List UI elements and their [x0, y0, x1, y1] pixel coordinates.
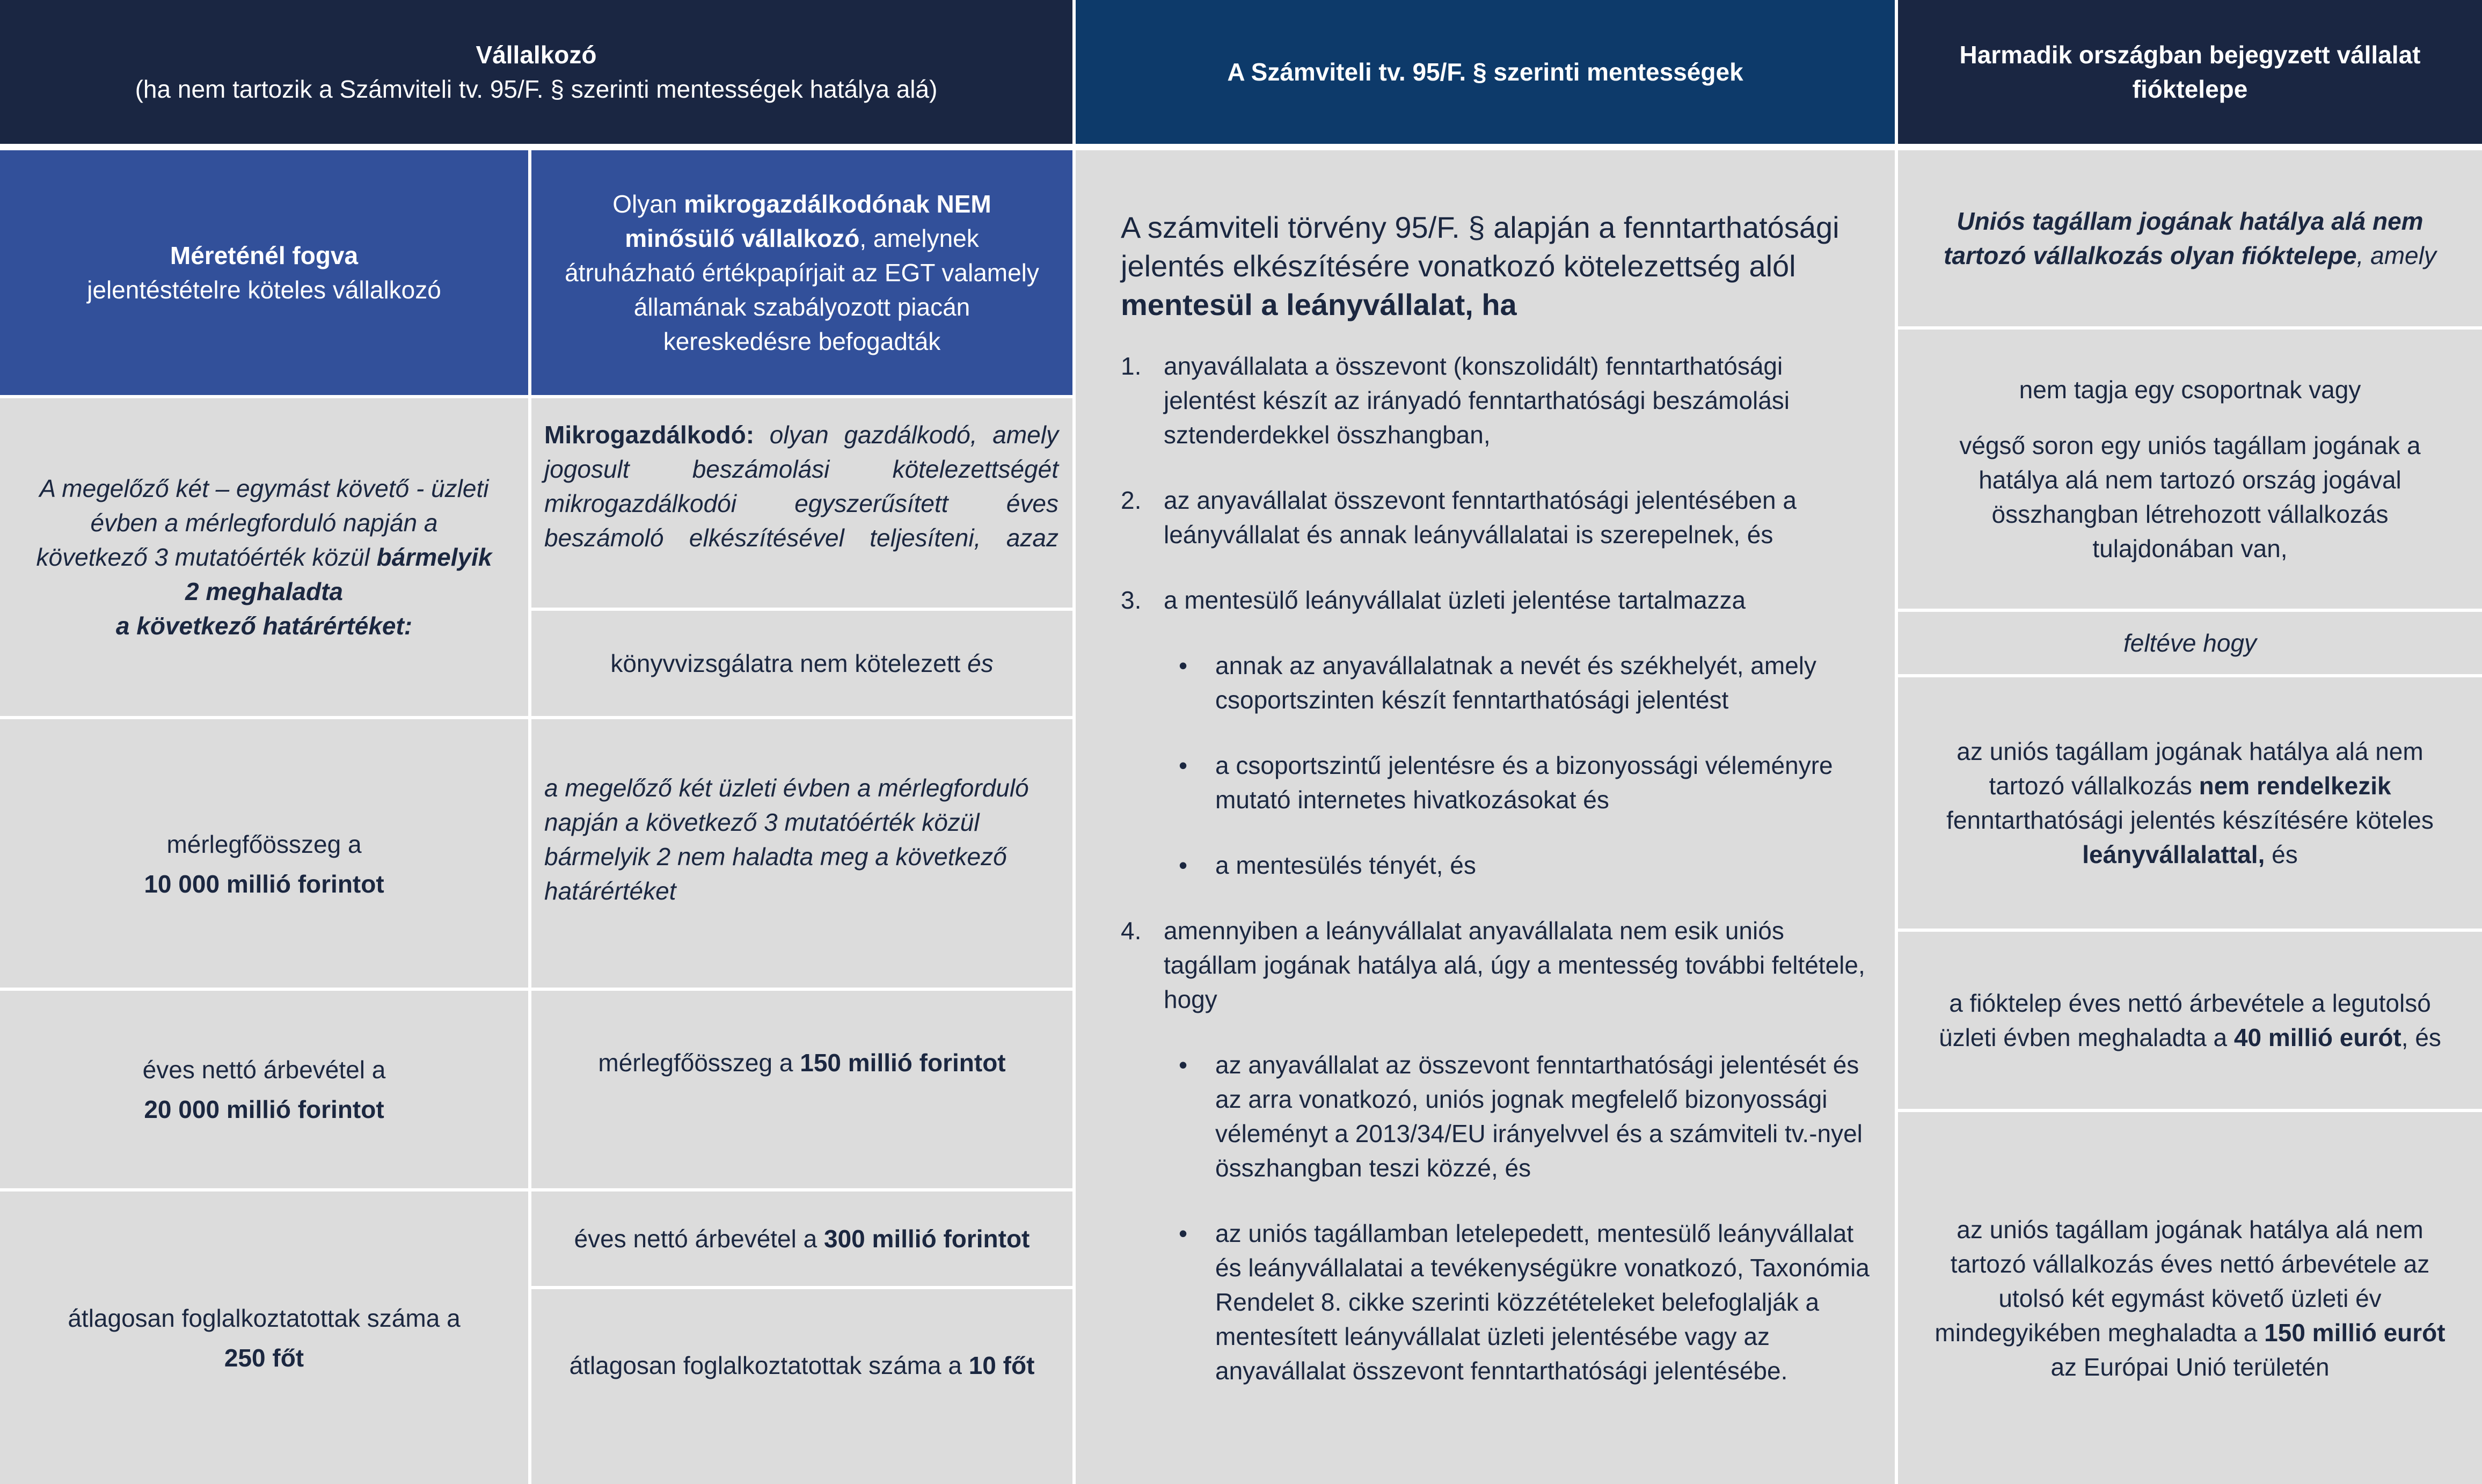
size-employees-value: 250 főt [224, 1343, 304, 1372]
branch-intro-bold: Uniós tagállam jogának hatálya alá nem tartozó vállalkozás olyan fióktelepe [1944, 207, 2423, 269]
exemption-item-1-text: anyavállalata a összevont (konszolidált) fenntarthatósági jelentést készít az irányadó fenntarthatósági beszámolási sztenderdekkel összhangban, [1164, 352, 1790, 449]
exemption-item-3-bullet-3 [1121, 848, 1879, 882]
exemption-item-3-bullet-1-text: annak az anyavállalatnak a nevét és székhelyét, amely csoportszinten készít fenntarthatósági jelentést [1215, 652, 1816, 714]
micro-audit-label: könyvvizsgálatra nem kötelezett [610, 649, 961, 677]
branch-no-sub-b2: leányvállalattal, [2082, 840, 2265, 868]
micro-employees-label: átlagosan foglalkoztatottak száma a [569, 1351, 962, 1379]
exemption-item-2-text: az anyavállalat összevont fenntarthatósági jelentésében a leányvállalat és annak leányvállalatai is szerepelnek, és [1164, 486, 1797, 549]
branch-not-member: nem tagja egy csoportnak vagy [2019, 376, 2361, 404]
header-branch-title: Harmadik országban bejegyzett vállalat fióktelepe [1959, 41, 2421, 103]
bullet-glyph: • [1179, 751, 1188, 779]
micro-employees-value: 10 főt [968, 1351, 1035, 1379]
header-company-subtitle: (ha nem tartozik a Számviteli tv. 95/F. § szerinti mentességek hatálya alá) [135, 75, 938, 103]
micro-audit-and: és [967, 649, 994, 677]
micro-audit-cell [531, 611, 1072, 716]
micro-revenue-value: 300 millió forintot [824, 1225, 1030, 1253]
micro-definition-text [544, 418, 1058, 555]
exemptions-intro-text: A számviteli törvény 95/F. § alapján a fenntarthatósági jelentés elkészítésére vonatkozó kötelezettség alól [1121, 210, 1839, 283]
branch-no-sub-2: fenntarthatósági jelentés készítésére köteles [1946, 806, 2434, 834]
exemption-item-2 [1121, 483, 1879, 552]
branch-ultimately: végső soron egy uniós tagállam jogának a hatálya alá nem tartozó ország jogával összhangban létrehozott vállalkozás tulajdonában van, [1959, 432, 2421, 562]
micro-prev-years-text: a megelőző két üzleti évben a mérlegforduló napján a következő 3 mutatóérték közül bármelyik 2 nem haladta meg a következő határértéket [544, 774, 1029, 905]
micro-head-3: , amelynek átruházható értékpapírjait az EGT valamely államának szabályozott piacán kereskedésre befogadták [565, 224, 1039, 355]
header-company-title: Vállalkozó [476, 41, 597, 69]
branch-eu-revenue-cell [1898, 1112, 2482, 1484]
exemption-item-4-bullet-1-text: az anyavállalat az összevont fenntarthatósági jelentését és az arra vonatkozó, uniós jognak megfelelő bizonyossági véleményt a 2013/34/EU irányelvvel és a számviteli tv.-nyel összhangban teszi közzé, és [1215, 1051, 1863, 1182]
size-revenue-label: éves nettó árbevétel a [142, 1056, 386, 1084]
branch-no-sub-3: és [2272, 840, 2298, 868]
header-exemptions [1076, 0, 1895, 144]
size-revenue-cell [0, 991, 528, 1188]
branch-intro-text [1930, 204, 2450, 273]
micro-balance-value: 150 millió forintot [800, 1049, 1006, 1077]
exemption-item-3-num: 3. [1121, 586, 1142, 614]
size-revenue-value: 20 000 millió forintot [144, 1095, 384, 1123]
exemption-item-3-bullet-2 [1121, 748, 1879, 817]
micro-definition-rest: olyan gazdálkodó, amely jogosult beszámolási kötelezettségét mikrogazdálkodói egyszerűsített éves beszámoló elkészítésével teljesíteni, azaz [544, 421, 1058, 552]
size-head-rest: jelentéstételre köteles vállalkozó [87, 276, 441, 304]
branch-intro-cell [1898, 150, 2482, 326]
exemption-item-3-bullet-1 [1121, 648, 1879, 717]
micro-definition-bold: Mikrogazdálkodó: [544, 421, 755, 449]
branch-eu-1: az uniós tagállam jogának hatálya alá nem tartozó vállalkozás éves nettó árbevétele az utolsó két egymást követő üzleti év mindegyikében meghaladta a [1934, 1215, 2430, 1347]
micro-revenue-label: éves nettó árbevétel a [574, 1225, 817, 1253]
header-branch [1898, 0, 2482, 144]
exemption-item-2-num: 2. [1121, 486, 1142, 514]
branch-rev-1: a fióktelep éves nettó árbevétele a legutolsó üzleti évben meghaladta a [1939, 989, 2431, 1051]
header-exemptions-title: A Számviteli tv. 95/F. § szerinti mentességek [1227, 58, 1743, 86]
exemption-item-4-bullet-2-text: az uniós tagállamban letelepedett, mentesülő leányvállalat és leányvállalatai a tevékenységükre vonatkozó, Taxonómia Rendelet 8. cikke szerinti közzétételeket belefoglalják a mentesített leányvállalat üzleti jelentésébe vagy az anyavállalat összevont fenntarthatósági jelentésébe. [1215, 1219, 1870, 1385]
branch-intro-rest: , amely [2356, 242, 2436, 269]
size-balance-cell [0, 719, 528, 988]
branch-revenue-text [1925, 986, 2455, 1055]
branch-revenue-cell [1898, 932, 2482, 1109]
exemptions-cell [1076, 150, 1895, 1484]
branch-no-sub-1: az uniós tagállam jogának hatálya alá nem tartozó vállalkozás [1957, 737, 2423, 800]
micro-head-text [558, 187, 1046, 359]
exemption-item-4-text: amennyiben a leányvállalat anyavállalata nem esik uniós tagállam jogának hatálya alá, úgy a mentesség további feltétele, hogy [1164, 917, 1865, 1013]
branch-no-subsidiary-text [1925, 734, 2455, 872]
exemption-item-4-bullet-2 [1121, 1216, 1879, 1388]
size-criteria-bold2: a következő határértéket: [115, 612, 413, 640]
exemption-item-3-bullet-3-text: a mentesülés tényét, és [1215, 851, 1476, 879]
size-criteria-bold1: bármelyik 2 meghaladta [185, 543, 492, 605]
micro-employees-cell [531, 1289, 1072, 1484]
exemption-item-4 [1121, 913, 1879, 1017]
bullet-glyph: • [1179, 652, 1188, 679]
branch-no-subsidiary-cell [1898, 677, 2482, 929]
exemptions-intro [1121, 208, 1879, 324]
exemption-item-3-text: a mentesülő leányvállalat üzleti jelentése tartalmazza [1164, 586, 1746, 614]
bullet-glyph: • [1179, 851, 1188, 879]
branch-no-sub-b1: nem rendelkezik [2199, 772, 2391, 800]
branch-rev-2: , és [2401, 1024, 2441, 1051]
branch-eu-bold: 150 millió eurót [2264, 1318, 2446, 1347]
size-criteria-cell [0, 398, 528, 716]
exemptions-list [1121, 349, 1879, 1388]
size-balance-value: 10 000 millió forintot [144, 870, 384, 898]
exemption-item-4-num: 4. [1121, 917, 1142, 945]
micro-company-header [531, 150, 1072, 395]
size-criteria-text [32, 471, 496, 643]
branch-rev-bold: 40 millió eurót [2233, 1024, 2401, 1051]
micro-balance-cell [531, 991, 1072, 1188]
micro-balance-label: mérlegfőösszeg a [598, 1049, 793, 1077]
exemption-item-1-num: 1. [1121, 352, 1142, 380]
exemption-item-4-bullet-1 [1121, 1048, 1879, 1185]
exemption-item-1 [1121, 349, 1879, 452]
bullet-glyph: • [1179, 1219, 1188, 1247]
micro-audit-text [610, 646, 993, 681]
size-head-bold: Méreténél fogva [170, 242, 359, 269]
micro-head-bold: mikrogazdálkodónak NEM minősülő vállalkozó [625, 190, 991, 252]
bullet-glyph: • [1179, 1051, 1188, 1079]
size-criteria-intro: A megelőző két – egymást követő - üzleti évben a mérlegforduló napján a következő 3 mutatóérték közül [36, 474, 489, 571]
micro-head-1: Olyan [612, 190, 677, 218]
micro-prev-years-cell [531, 719, 1072, 988]
branch-provided-cell [1898, 612, 2482, 674]
branch-provided: feltéve hogy [2123, 629, 2257, 657]
micro-definition-cell [531, 398, 1072, 608]
micro-revenue-cell [531, 1191, 1072, 1286]
header-company [0, 0, 1072, 144]
branch-eu-revenue-text [1925, 1212, 2455, 1384]
size-balance-label: mérlegfőösszeg a [166, 830, 362, 858]
size-employees-label: átlagosan foglalkoztatottak száma a [68, 1304, 461, 1332]
exemptions-intro-bold: mentesül a leányvállalat, ha [1121, 288, 1517, 321]
branch-group-cell [1898, 330, 2482, 609]
size-employees-cell [0, 1191, 528, 1484]
size-based-company-header [0, 150, 528, 395]
exemption-item-3 [1121, 583, 1879, 617]
branch-eu-2: az Európai Unió területén [2050, 1353, 2330, 1381]
exemption-item-3-bullet-2-text: a csoportszintű jelentésre és a bizonyossági véleményre mutató internetes hivatkozásokat és [1215, 751, 1833, 814]
